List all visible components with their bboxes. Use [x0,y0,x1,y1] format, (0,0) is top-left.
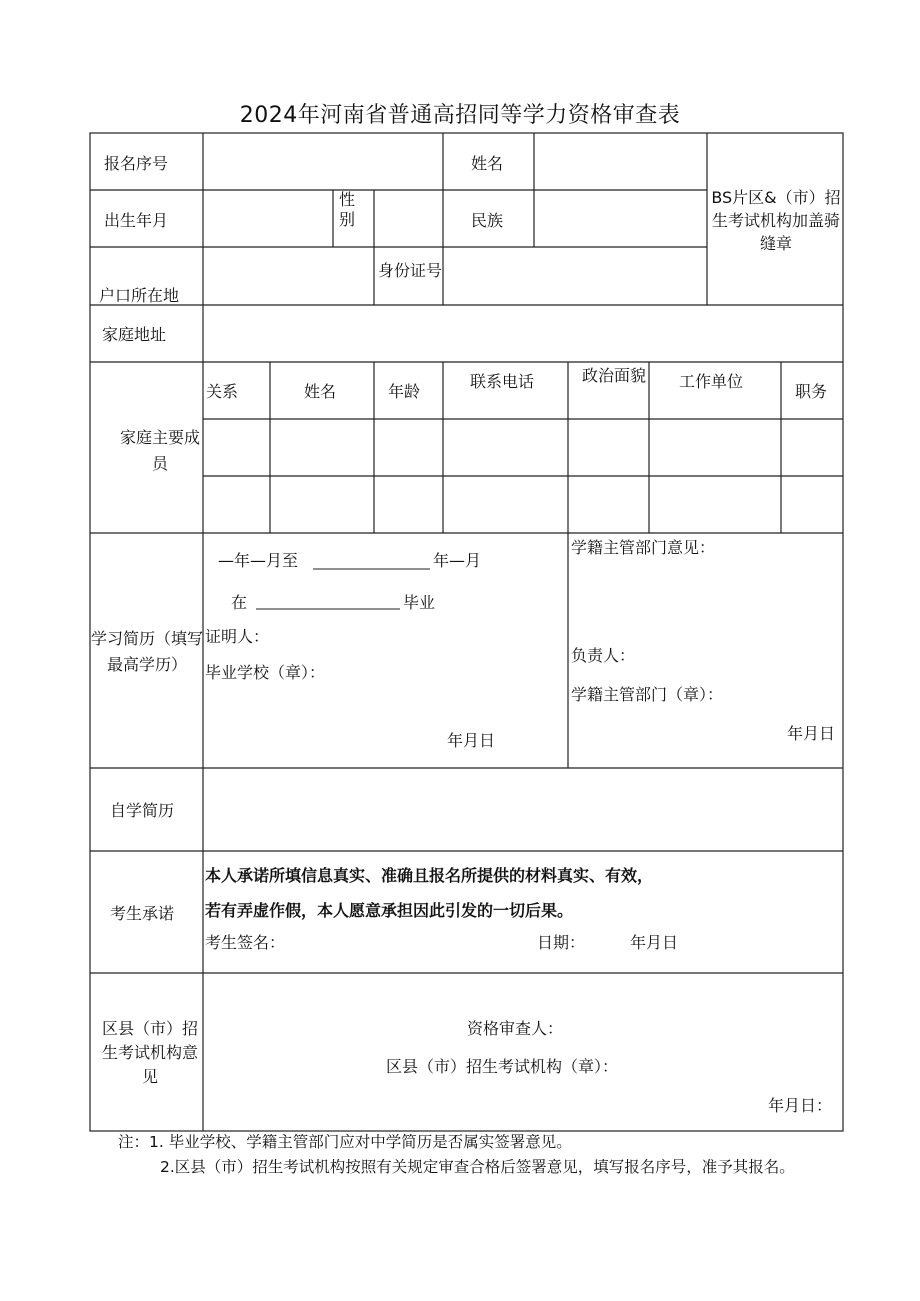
self-study-field[interactable] [204,769,842,850]
district-seal: 区县（市）招生考试机构（章）： [386,1057,619,1076]
hukou-label: 户口所在地 [99,286,180,305]
district-reviewer: 资格审查人： [467,1019,564,1038]
birth-field[interactable] [204,191,332,246]
address-label: 家庭地址 [102,325,167,344]
family-col-position: 职务 [795,382,828,401]
ethnicity-label: 民族 [471,211,504,230]
pledge-line-1: 本人承诺所填信息真实、准确且报名所提供的材料真实、有效， [205,866,654,885]
study-period-end: 年—月 [433,551,482,570]
pledge-date-value: 年月日 [630,933,679,952]
gender-label: 性别 [338,190,355,229]
address-field[interactable] [204,306,842,361]
district-date: 年月日： [768,1096,833,1115]
family-row-2[interactable] [204,477,842,532]
study-at: 在 [231,593,248,612]
study-graduate: 毕业 [403,593,436,612]
dept-date: 年月日 [787,724,836,743]
family-col-political: 政治面貌 [581,366,646,385]
study-date: 年月日 [447,731,496,750]
family-label: 家庭主要成员 [119,428,200,473]
page-title: 2024年河南省普通高招同等学力资格审查表 [239,103,681,128]
hukou-field[interactable] [204,248,373,304]
reg-no-field[interactable] [204,134,442,189]
family-col-phone: 联系电话 [470,372,535,391]
id-no-field[interactable] [444,248,706,304]
family-col-relation: 关系 [206,382,239,401]
note-2: 2.区县（市）招生考试机构按照有关规定审查合格后签署意见，填写报名序号，准予其报名。 [160,1158,795,1176]
note-1: 注：1. 毕业学校、学籍主管部门应对中学简历是否属实签署意见。 [118,1133,572,1151]
family-col-workplace: 工作单位 [679,372,744,391]
reg-no-label: 报名序号 [104,154,169,173]
name-label: 姓名 [471,154,504,173]
study-witness: 证明人： [205,627,270,646]
district-label: 区县（市）招生考试机构意见 [101,1019,198,1086]
study-label: 学习简历（填写最高学历） [91,629,204,674]
study-period-start: —年—月至 [218,551,299,570]
pledge-date-label: 日期： [537,933,586,952]
seal-note: BS片区&（市）招生考试机构加盖骑缝章 [711,188,841,253]
birth-label: 出生年月 [104,211,169,230]
pledge-signature: 考生签名： [205,933,286,952]
dept-opinion-label: 学籍主管部门意见： [571,538,716,557]
family-col-age: 年龄 [388,382,421,401]
name-field[interactable] [535,134,706,189]
pledge-line-2: 若有弄虚作假，本人愿意承担因此引发的一切后果。 [205,901,574,920]
dept-person-in-charge: 负责人： [571,646,636,665]
dept-seal: 学籍主管部门（章）： [571,685,724,704]
family-col-name: 姓名 [304,382,337,401]
id-no-label: 身份证号 [378,261,443,280]
family-row-1[interactable] [204,420,842,475]
gender-field[interactable] [375,191,442,246]
ethnicity-field[interactable] [535,191,706,246]
self-study-label: 自学简历 [110,801,175,820]
study-school-seal: 毕业学校（章）： [205,663,326,682]
pledge-label: 考生承诺 [110,904,175,923]
